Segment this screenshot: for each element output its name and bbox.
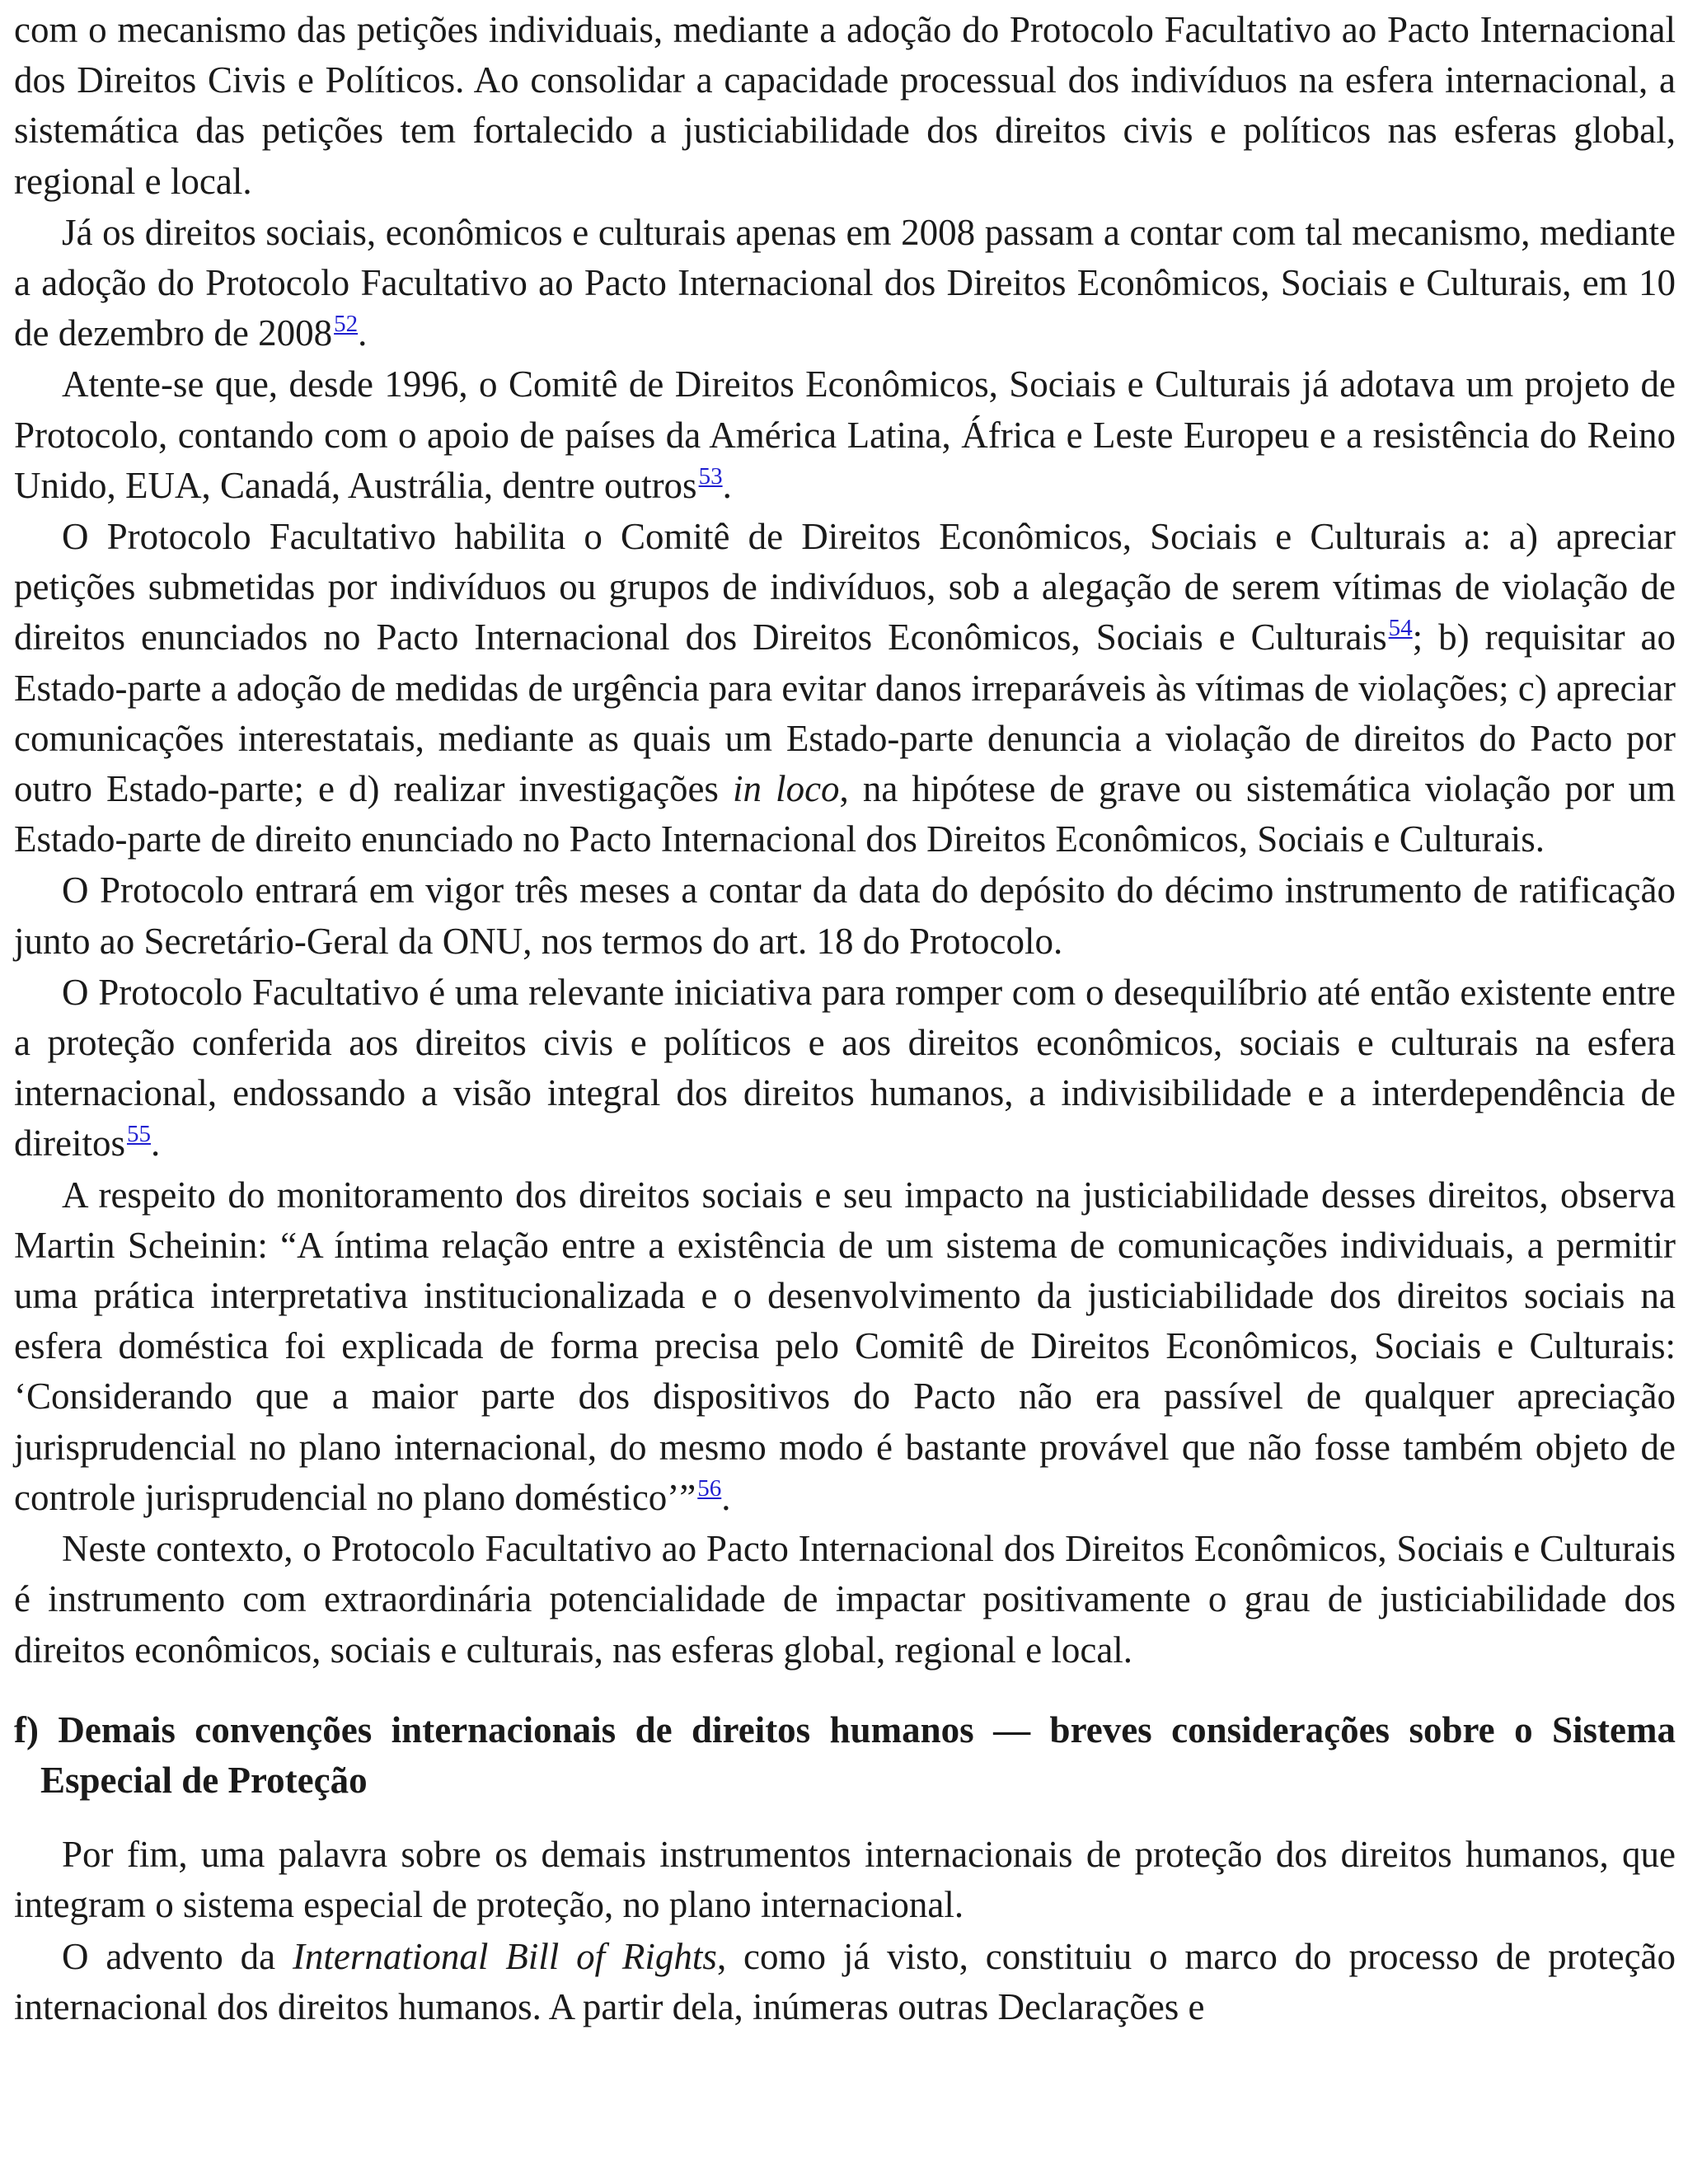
paragraph-por-fim — [14, 1830, 1676, 1930]
paragraph-text: Atente-se que, desde 1996, o Comitê de Direitos Econômicos, Sociais e Culturais já adotava um projeto de Protocolo, contando com o apoio de países da América Latina, África e Leste Europeu e a resistência do Reino Unido, EUA, Canadá, Austrália, dentre outros — [14, 363, 1676, 506]
paragraph-text: Por fim, uma palavra sobre os demais instrumentos internacionais de proteção dos direitos humanos, que integram o sistema especial de proteção, no plano internacional. — [14, 1834, 1676, 1926]
footnote-link-54[interactable]: 54 — [1388, 615, 1413, 642]
paragraph-text: O Protocolo Facultativo habilita o Comitê de Direitos Econômicos, Sociais e Culturais a: a) apreciar petições submetidas por indivíduos ou grupos de indivíduos, sob a alegação de serem vítimas de violação de direitos enunciados no Pacto Internacional dos Direitos Econômicos, Sociais e Culturais — [14, 516, 1676, 658]
paragraph-direitos-sociais-2008 — [14, 208, 1676, 359]
paragraph-desequilibrio — [14, 968, 1676, 1169]
paragraph-text: . — [358, 312, 368, 354]
paragraph-projeto-protocolo-1996 — [14, 359, 1676, 511]
paragraph-text: O Protocolo entrará em vigor três meses a contar da data do depósito do décimo instrumento de ratificação junto ao Secretário-Geral da ONU, nos termos do art. 18 do Protocolo. — [14, 869, 1676, 962]
paragraph-peticoes-civis-politicos — [14, 5, 1676, 207]
paragraph-neste-contexto — [14, 1524, 1676, 1675]
footnote-link-52[interactable]: 52 — [334, 311, 359, 338]
footnote-link-55[interactable]: 55 — [126, 1121, 151, 1148]
paragraph-text: . — [722, 464, 732, 506]
paragraph-text: , na hipótese de grave ou sistemática violação por um Estado-parte de direito enunciado no Pacto Internacional dos Direitos Econômicos, Sociais e Culturais. — [14, 768, 1676, 860]
section-heading: f) Demais convenções internacionais de direitos humanos — breves considerações sobre o Sistema Especial de Proteção — [14, 1708, 1676, 1801]
paragraph-text: Já os direitos sociais, econômicos e culturais apenas em 2008 passam a contar com tal mecanismo, mediante a adoção do Protocolo Facultativo ao Pacto Internacional dos Direitos Econômicos, Sociais e Culturais, em 10 de dezembro de 2008 — [14, 211, 1676, 354]
paragraph-text: . — [150, 1122, 161, 1165]
italic-term-in-loco: in loco — [733, 768, 840, 810]
paragraph-text: , como já visto, constituiu o marco do processo de proteção internacional dos direitos humanos. A partir dela, inúmeras outras Declarações e — [14, 1935, 1676, 2027]
paragraph-text: Neste contexto, o Protocolo Facultativo ao Pacto Internacional dos Direitos Econômicos, Sociais e Culturais é instrumento com extraordinária potencialidade de impactar positivamente o grau de justiciabilidade dos direitos econômicos, sociais e culturais, nas esferas global, regional e local. — [14, 1528, 1676, 1671]
paragraph-text: com o mecanismo das petições individuais, mediante a adoção do Protocolo Facultativo ao Pacto Internacional dos Direitos Civis e Políticos. Ao consolidar a capacidade processual dos indivíduos na esfera internacional, a sistemática das petições tem fortalecido a justiciabilidade dos direitos civis e políticos nas esferas global, regional e local. — [14, 9, 1676, 202]
paragraph-international-bill — [14, 1932, 1676, 2032]
paragraph-text: O Protocolo Facultativo é uma relevante iniciativa para romper com o desequilíbrio até então existente entre a proteção conferida aos direitos civis e políticos e aos direitos econômicos, sociais e culturais na esfera internacional, endossando a visão integral dos direitos humanos, a indivisibilidade e a interdependência de direitos — [14, 971, 1676, 1165]
footnote-link-56[interactable]: 56 — [697, 1474, 722, 1502]
italic-term-international-bill-of-rights: International Bill of Rights — [292, 1935, 717, 1977]
footnote-link-53[interactable]: 53 — [698, 462, 723, 490]
paragraph-entrada-em-vigor — [14, 865, 1676, 966]
paragraph-habilitacao-comite — [14, 512, 1676, 865]
paragraph-text: . — [721, 1476, 731, 1518]
paragraph-text: ; b) requisitar ao Estado-parte a adoção de medidas de urgência para evitar danos irreparáveis às vítimas de violações; c) apreciar comunicações interestatais, mediante as quais um Estado-parte denuncia a violação de direitos do Pacto por outro Estado-parte; e d) realizar investigações — [14, 616, 1676, 810]
paragraph-martin-scheinin-quote — [14, 1170, 1676, 1523]
paragraph-text: A respeito do monitoramento dos direitos sociais e seu impacto na justiciabilidade desses direitos, observa Martin Scheinin: “A íntima relação entre a existência de um sistema de comunicações individuais, a permitir uma prática interpretativa institucionalizada e o desenvolvimento da justiciabilidade dos direitos sociais na esfera doméstica foi explicada de forma precisa pelo Comitê de Direitos Econômicos, Sociais e Culturais: ‘Considerando que a maior parte dos dispositivos do Pacto não era passível de qualquer apreciação jurisprudencial no plano internacional, do mesmo modo é bastante provável que não fosse também objeto de controle jurisprudencial no plano doméstico’” — [14, 1174, 1676, 1518]
paragraph-text: O advento da — [62, 1935, 293, 1977]
